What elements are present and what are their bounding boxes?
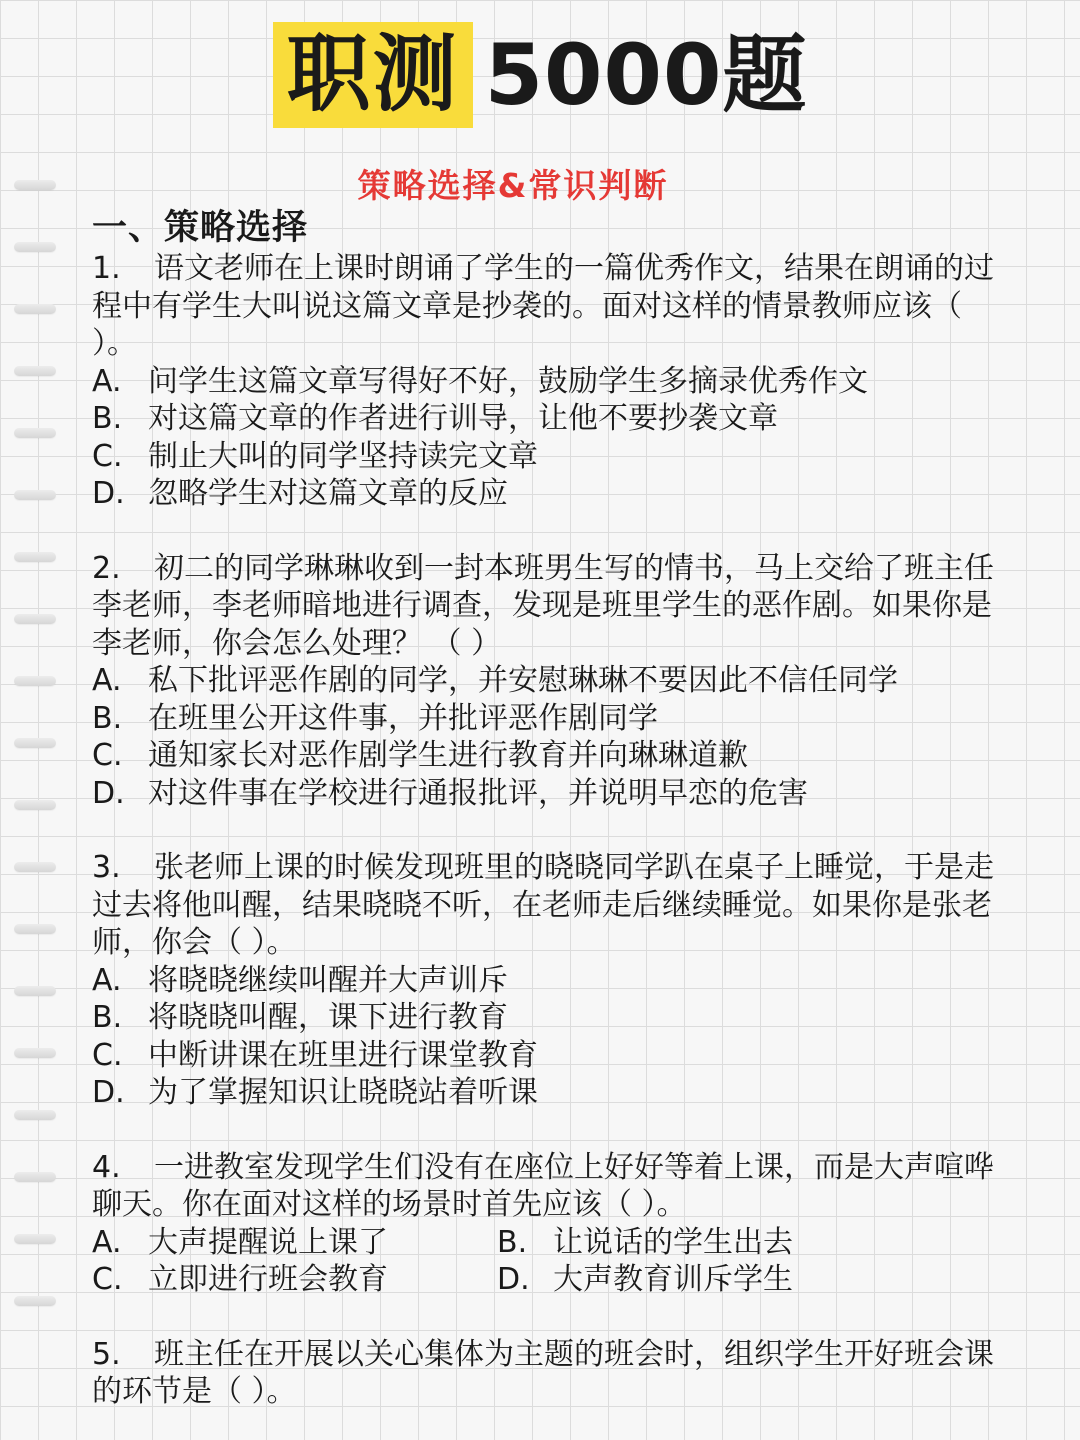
question-3 xyxy=(92,849,1012,1112)
question-stem: 班主任在开展以关心集体为主题的班会时，组织学生开好班会课的环节是（ ）。 xyxy=(92,1336,994,1409)
option-d: D. 忽略学生对这篇文章的反应 xyxy=(92,476,508,511)
question-text xyxy=(92,1336,1012,1411)
question-number: 2. xyxy=(92,550,121,586)
question-text xyxy=(92,849,1012,962)
ring-mark xyxy=(14,1110,56,1120)
question-number: 5. xyxy=(92,1336,121,1372)
option-a: A. 私下批评恶作剧的同学，并安慰琳琳不要因此不信任同学 xyxy=(92,663,898,698)
ring-mark xyxy=(14,800,56,810)
option-row xyxy=(92,1261,1012,1299)
ring-mark xyxy=(14,366,56,376)
ring-mark xyxy=(14,862,56,872)
ring-mark xyxy=(14,1296,56,1306)
question-stem: 一进教室发现学生们没有在座位上好好等着上课，而是大声喧哗聊天。你在面对这样的场景时首先应该（ ）。 xyxy=(92,1149,994,1222)
question-2 xyxy=(92,550,1012,813)
option-d: D. 大声教育训斥学生 xyxy=(497,1262,793,1297)
ring-mark xyxy=(14,552,56,562)
option-d: D. 对这件事在学校进行通报批评，并说明早恋的危害 xyxy=(92,775,808,811)
ring-mark xyxy=(14,614,56,624)
page-subtitle: 策略选择&常识判断 xyxy=(357,166,669,205)
option-c: C. 立即进行班会教育 xyxy=(92,1262,388,1297)
page-title xyxy=(0,22,1080,128)
ring-mark xyxy=(14,986,56,996)
question-5 xyxy=(92,1336,1012,1411)
option-c: C. 制止大叫的同学坚持读完文章 xyxy=(92,438,538,474)
title-rest: 5000题 xyxy=(484,26,808,124)
option-b: B. 将晓晓叫醒，课下进行教育 xyxy=(92,1000,508,1035)
ring-mark xyxy=(14,242,56,252)
option-b: B. 对这篇文章的作者进行训导，让他不要抄袭文章 xyxy=(92,401,778,436)
question-number: 1. xyxy=(92,251,121,286)
section-heading: 一、策略选择 xyxy=(92,208,309,248)
title-highlight: 职测 xyxy=(273,22,473,128)
option-b: B. 在班里公开这件事，并批评恶作剧同学 xyxy=(92,700,658,736)
question-text xyxy=(92,550,1012,663)
option-d: D. 为了掌握知识让晓晓站着听课 xyxy=(92,1075,538,1110)
ring-mark xyxy=(14,1172,56,1182)
option-c: C. 通知家长对恶作剧学生进行教育并向琳琳道歉 xyxy=(92,738,748,773)
ring-mark xyxy=(14,676,56,686)
ring-mark xyxy=(14,1234,56,1244)
question-number: 4. xyxy=(92,1149,121,1185)
question-stem: 初二的同学琳琳收到一封本班男生写的情书，马上交给了班主任李老师，李老师暗地进行调查，发现是班里学生的恶作剧。如果你是李老师，你会怎么处理？ （ ） xyxy=(92,550,994,661)
question-text xyxy=(92,1149,1012,1224)
option-c: C. 中断讲课在班里进行课堂教育 xyxy=(92,1037,538,1073)
ring-mark xyxy=(14,738,56,748)
ring-mark xyxy=(14,924,56,934)
ring-mark xyxy=(14,428,56,438)
ring-mark xyxy=(14,304,56,314)
question-4 xyxy=(92,1149,1012,1299)
question-text xyxy=(92,250,1012,363)
question-stem: 语文老师在上课时朗诵了学生的一篇优秀作文，结果在朗诵的过程中有学生大叫说这篇文章是抄袭的。面对这样的情景教师应该（ ）。 xyxy=(92,251,994,361)
question-list xyxy=(92,250,1012,1440)
ring-mark xyxy=(14,1048,56,1058)
option-b: B. 让说话的学生出去 xyxy=(497,1224,793,1260)
question-1 xyxy=(92,250,1012,513)
ring-mark xyxy=(14,490,56,500)
question-number: 3. xyxy=(92,850,121,885)
question-stem: 张老师上课的时候发现班里的晓晓同学趴在桌子上睡觉，于是走过去将他叫醒，结果晓晓不听，在老师走后继续睡觉。如果你是张老师，你会（ ）。 xyxy=(92,850,994,960)
option-a: A. 将晓晓继续叫醒并大声训斥 xyxy=(92,962,508,998)
option-a: A. 大声提醒说上课了 xyxy=(92,1224,388,1260)
option-a: A. 问学生这篇文章写得好不好，鼓励学生多摘录优秀作文 xyxy=(92,363,868,399)
option-row xyxy=(92,1224,1012,1262)
notebook-rings xyxy=(14,150,54,1370)
